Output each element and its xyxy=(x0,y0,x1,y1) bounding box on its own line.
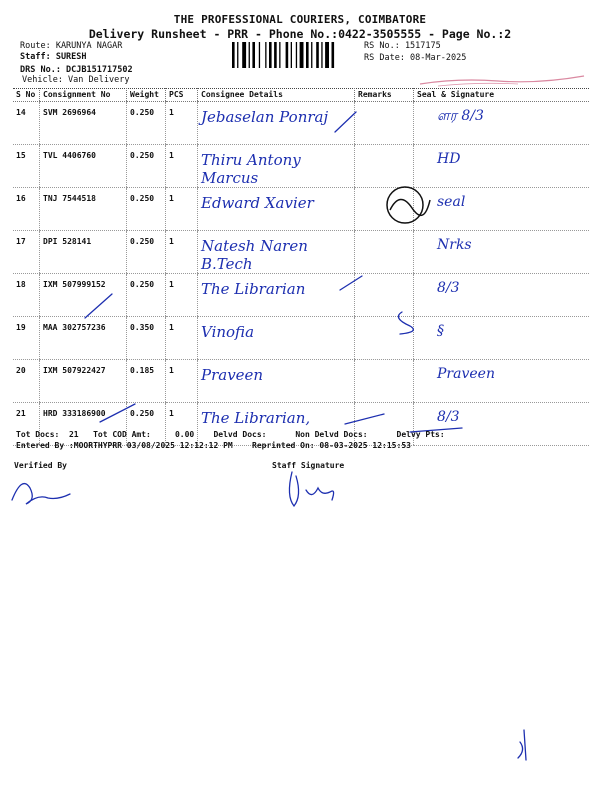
barcode-bar xyxy=(252,42,255,68)
col-weight: Weight xyxy=(127,88,166,102)
row-weight: 0.250 xyxy=(127,188,166,231)
row-pcs: 1 xyxy=(166,188,198,231)
row-remarks xyxy=(355,231,414,274)
row-signature xyxy=(414,360,590,403)
handwritten-signature: HD xyxy=(437,151,461,167)
staff-signature xyxy=(282,466,352,512)
row-signature xyxy=(414,145,590,188)
barcode-bar xyxy=(321,42,322,68)
col-sno: S No xyxy=(13,88,40,102)
runsheet-table xyxy=(13,88,589,446)
barcode-bar xyxy=(311,42,312,68)
row-remarks xyxy=(355,145,414,188)
handwritten-signature: seal xyxy=(437,194,466,210)
handwritten-consignee: Jebaselan Ponraj xyxy=(201,108,329,126)
barcode-bar xyxy=(269,42,272,68)
handwritten-consignee: Edward Xavier xyxy=(201,194,314,212)
barcode-bar xyxy=(237,42,238,68)
row-consignment: MAA 302757236 xyxy=(40,317,127,360)
row-weight: 0.250 xyxy=(127,274,166,317)
row-pcs: 1 xyxy=(166,360,198,403)
table-row xyxy=(13,403,589,446)
row-remarks xyxy=(355,102,414,145)
row-consignment: SVM 2696964 xyxy=(40,102,127,145)
row-sno: 18 xyxy=(13,274,40,317)
barcode-bar xyxy=(232,42,235,68)
handwritten-signature: Nrks xyxy=(437,237,472,253)
row-pcs: 1 xyxy=(166,145,198,188)
row-weight: 0.185 xyxy=(127,360,166,403)
row-signature xyxy=(414,274,590,317)
verified-by-label: Verified By xyxy=(14,461,67,470)
row-consignment: TNJ 7544518 xyxy=(40,188,127,231)
row-signature xyxy=(414,188,590,231)
row-pcs: 1 xyxy=(166,231,198,274)
col-remarks: Remarks xyxy=(355,88,414,102)
row-consignee xyxy=(198,145,355,188)
barcode xyxy=(232,42,356,68)
barcode-bar xyxy=(332,42,335,68)
barcode-bar xyxy=(279,42,280,68)
row-sno: 17 xyxy=(13,231,40,274)
table-header-row xyxy=(13,88,589,102)
table-row xyxy=(13,360,589,403)
entered-by-line: Entered By :MOORTHYPRR 03/08/2025 12:12:12 PM Reprinted On: 08-03-2025 12:15:53 xyxy=(16,441,411,450)
handwritten-signature: § xyxy=(437,323,444,339)
row-pcs: 1 xyxy=(166,274,198,317)
vehicle-label: Vehicle: Van Delivery xyxy=(22,75,130,85)
handwritten-signature: Praveen xyxy=(437,366,495,382)
row-signature xyxy=(414,317,590,360)
row-consignee xyxy=(198,317,355,360)
staff-label: Staff: SURESH xyxy=(20,52,87,62)
drs-number: DRS No.: DCJB151717502 xyxy=(20,65,133,75)
table-row xyxy=(13,231,589,274)
row-signature xyxy=(414,403,590,446)
row-sno: 14 xyxy=(13,102,40,145)
row-remarks xyxy=(355,274,414,317)
row-signature xyxy=(414,102,590,145)
table-row xyxy=(13,145,589,188)
table-row xyxy=(13,274,589,317)
handwritten-signature: ளர 8/3 xyxy=(437,108,484,124)
col-consignment: Consignment No xyxy=(40,88,127,102)
barcode-bar xyxy=(300,42,304,68)
row-weight: 0.250 xyxy=(127,102,166,145)
row-consignee xyxy=(198,188,355,231)
handwritten-signature: 8/3 xyxy=(437,409,460,425)
handwritten-consignee: Vinofia xyxy=(201,323,255,341)
handwritten-consignee: Praveen xyxy=(201,366,264,384)
row-consignee xyxy=(198,231,355,274)
row-sno: 20 xyxy=(13,360,40,403)
route-label: Route: KARUNYA NAGAR xyxy=(20,41,123,51)
row-remarks xyxy=(355,403,414,446)
row-pcs: 1 xyxy=(166,403,198,446)
table-row xyxy=(13,188,589,231)
row-weight: 0.350 xyxy=(127,317,166,360)
row-consignee xyxy=(198,274,355,317)
row-consignee xyxy=(198,102,355,145)
barcode-bar xyxy=(306,42,309,68)
row-weight: 0.250 xyxy=(127,231,166,274)
company-title: THE PROFESSIONAL COURIERS, COIMBATORE xyxy=(173,13,427,26)
barcode-bar xyxy=(274,42,277,68)
handwritten-signature: 8/3 xyxy=(437,280,460,296)
row-weight: 0.250 xyxy=(127,403,166,446)
row-sno: 15 xyxy=(13,145,40,188)
barcode-bar xyxy=(316,42,319,68)
col-consignee: Consignee Details xyxy=(198,88,355,102)
barcode-bar xyxy=(242,42,246,68)
col-pcs: PCS xyxy=(166,88,198,102)
row-consignment: HRD 333186900 xyxy=(40,403,127,446)
row-remarks xyxy=(355,188,414,231)
row-consignment: DPI 528141 xyxy=(40,231,127,274)
barcode-bar xyxy=(286,42,289,68)
row-pcs: 1 xyxy=(166,317,198,360)
barcode-bar xyxy=(291,42,292,68)
table-row xyxy=(13,102,589,145)
col-signature: Seal & Signature xyxy=(414,88,590,102)
row-remarks xyxy=(355,360,414,403)
handwritten-consignee: The Librarian, xyxy=(201,409,311,427)
handwritten-consignee: Thiru Antony Marcus xyxy=(201,151,301,187)
row-consignment: IXM 507922427 xyxy=(40,360,127,403)
barcode-bar xyxy=(259,42,260,68)
rs-date: RS Date: 08-Mar-2025 xyxy=(364,53,467,63)
row-consignee xyxy=(198,360,355,403)
staff-signature-label: Staff Signature xyxy=(272,461,345,470)
row-sno: 16 xyxy=(13,188,40,231)
barcode-bar xyxy=(325,42,329,68)
row-remarks xyxy=(355,317,414,360)
row-pcs: 1 xyxy=(166,102,198,145)
row-sno: 21 xyxy=(13,403,40,446)
row-weight: 0.250 xyxy=(127,145,166,188)
handwritten-consignee: The Librarian xyxy=(201,280,306,298)
row-sno: 19 xyxy=(13,317,40,360)
rs-number: RS No.: 1517175 xyxy=(364,41,441,51)
row-consignment: IXM 507999152 xyxy=(40,274,127,317)
handwritten-consignee: Natesh Naren B.Tech xyxy=(201,237,308,273)
totals-line: Tot Docs: 21 Tot COD Amt: 0.00 Delvd Docs: Non Delvd Docs: Delvy Pts: xyxy=(16,430,445,439)
row-consignment: TVL 4406760 xyxy=(40,145,127,188)
row-consignee xyxy=(198,403,355,446)
table-row xyxy=(13,317,589,360)
runsheet-subtitle: Delivery Runsheet - PRR - Phone No.:0422-3505555 - Page No.:2 xyxy=(88,27,512,41)
barcode-bar xyxy=(265,42,266,68)
row-signature xyxy=(414,231,590,274)
barcode-bar xyxy=(296,42,297,68)
verified-signature xyxy=(8,470,78,510)
barcode-bar xyxy=(249,42,250,68)
